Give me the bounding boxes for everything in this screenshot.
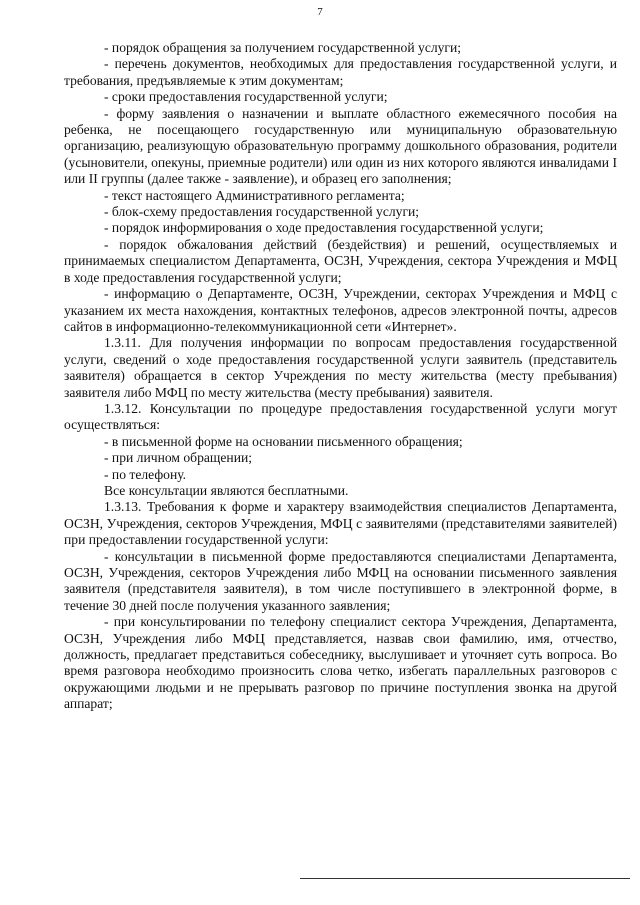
paragraph: - форму заявления о назначении и выплате областного ежемесячного пособия на ребенка, не посещающего государственную или муниципальную образовательную организацию, реализующую образовательную программу дошкольного образования, родители (усыновители, опекуны, приемные родители) или один из них которого являются инвалидами I или II группы (далее также - заявление), и образец его заполнения;: [64, 105, 617, 187]
paragraph: - текст настоящего Административного регламента;: [104, 187, 405, 203]
paragraph: - при личном обращении;: [104, 450, 253, 466]
body-text: [64, 40, 617, 713]
footer-rule: [300, 878, 630, 879]
paragraph: - порядок обращения за получением государственной услуги;: [104, 40, 462, 55]
paragraph: Все консультации являются бесплатными.: [104, 482, 349, 498]
paragraph: - по телефону.: [104, 466, 187, 482]
paragraph: 1.3.13. Требования к форме и характеру взаимодействия специалистов Департамента, ОСЗН, Учреждения, секторов Учреждения, МФЦ с заявителями (представителями заявителей) при предоставлении государственной услуги:: [64, 499, 617, 548]
paragraph: - информацию о Департаменте, ОСЗН, Учреждении, секторах Учреждения и МФЦ с указанием их места нахождения, контактных телефонов, адресов электронной почты, адресов сайтов в информационно-телекоммуникационной сети «Интернет».: [64, 286, 617, 334]
paragraph: - консультации в письменной форме предоставляются специалистами Департамента, ОСЗН, Учреждения, секторов Учреждения либо МФЦ на основании письменного заявления заявителя (представителя заявителя), в том числе поступившего в электронной форме, в течение 30 дней после получения указанного заявления;: [64, 548, 617, 613]
page-number: 7: [317, 6, 323, 18]
paragraph: - перечень документов, необходимых для предоставления государственной услуги, и требования, предъявляемые к этим документам;: [64, 56, 617, 88]
paragraph: - при консультировании по телефону специалист сектора Учреждения, Департамента, ОСЗН, Учреждения либо МФЦ представляется, назвав свои фамилию, имя, отчество, должность, предлагает представиться собеседнику, выслушивает и уточняет суть вопроса. Во время разговора необходимо произносить слова четко, избегать параллельных разговоров с окружающими людьми и не прерывать разговор по причине поступления звонка на другой аппарат;: [64, 614, 617, 712]
paragraph: 1.3.11. Для получения информации по вопросам предоставления государственной услуги, сведений о ходе предоставления государственной услуги заявитель (представитель заявителя) обращается в сектор Учреждения по месту жительства (месту пребывания) заявителя либо МФЦ по месту жительства (месту пребывания) заявителя.: [64, 335, 617, 400]
footer-text: [0, 884, 640, 898]
paragraph: - сроки предоставления государственной услуги;: [104, 89, 388, 105]
paragraph: - порядок обжалования действий (бездействия) и решений, осуществляемых и принимаемых специалистом Департамента, ОСЗН, Учреждения, сектора Учреждения и МФЦ в ходе предоставления государственной услуги;: [64, 236, 617, 285]
paragraph: - порядок информирования о ходе предоставления государственной услуги;: [104, 220, 544, 236]
paragraph: 1.3.12. Консультации по процедуре предоставления государственной услуги могут осуществляться:: [64, 400, 617, 433]
paragraph: - в письменной форме на основании письменного обращения;: [104, 433, 463, 449]
paragraph: - блок-схему предоставления государственной услуги;: [104, 204, 420, 220]
